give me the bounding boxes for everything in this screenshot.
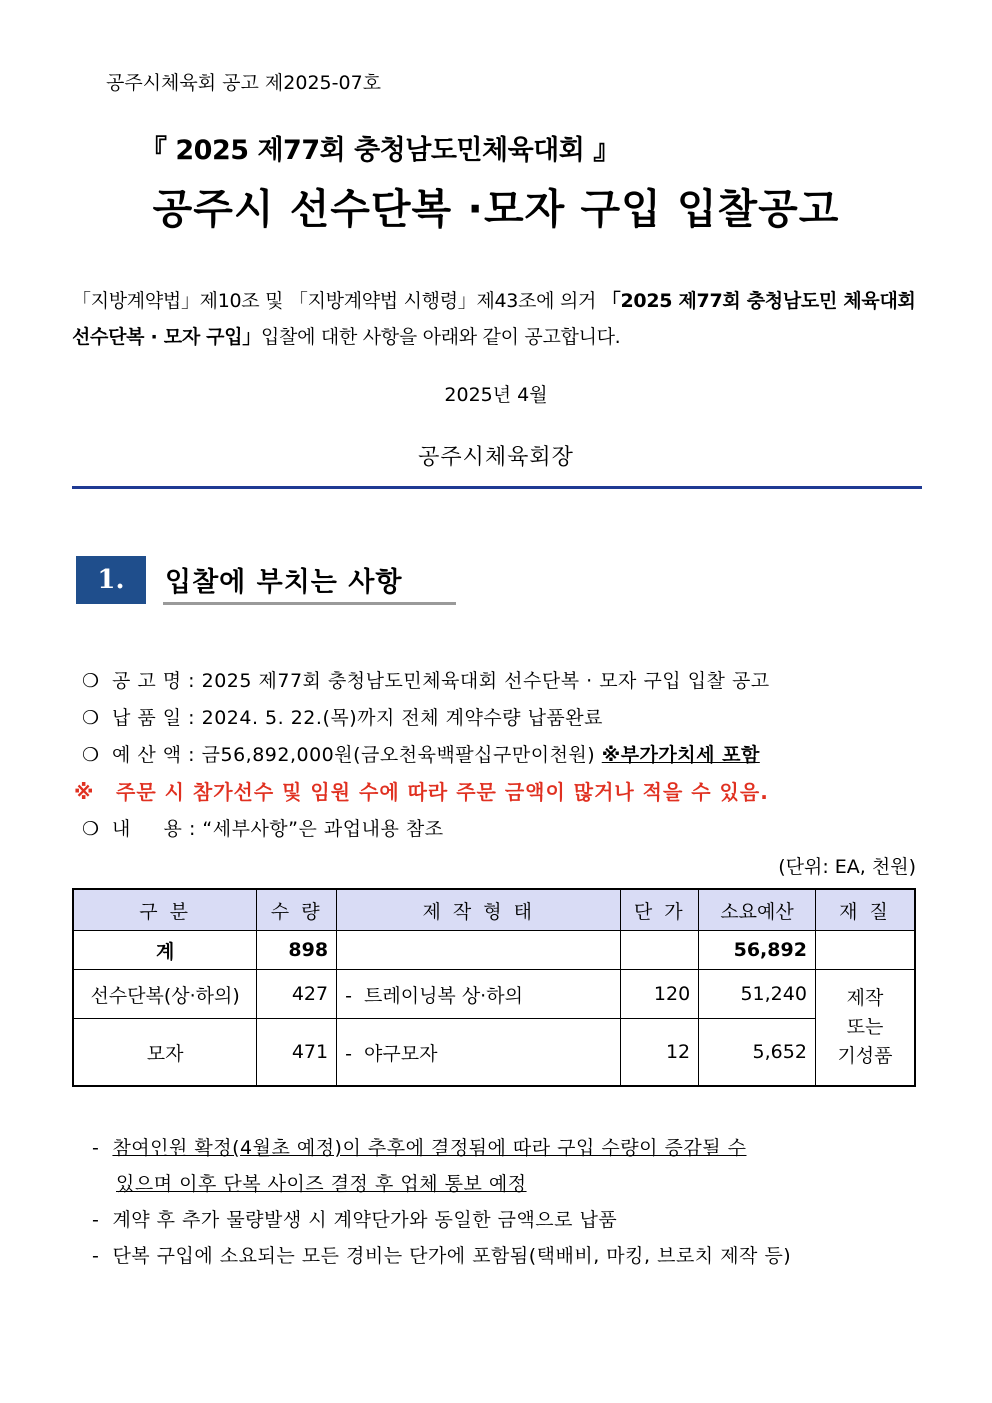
circle-bullet-icon: ❍ — [82, 818, 100, 840]
section-number-badge: 1. — [76, 556, 146, 604]
header-form: 제 작 형 태 — [337, 889, 621, 931]
total-quantity: 898 — [257, 931, 337, 970]
table-row — [73, 1019, 915, 1087]
header-material: 재 질 — [815, 889, 915, 931]
unit-label: (단위: EA, 천원) — [778, 856, 916, 878]
reference-mark-icon: ※ — [74, 780, 95, 804]
row-category: 모자 — [73, 1019, 257, 1087]
circle-bullet-icon: ❍ — [82, 744, 100, 766]
issuer-name: 공주시체육회장 — [418, 445, 574, 470]
row-form: - 트레이닝복 상·하의 — [337, 970, 621, 1019]
intro-paragraph — [72, 283, 922, 355]
row-price: 120 — [621, 970, 699, 1019]
table-total-row — [73, 931, 915, 970]
bullet-text: 납 품 일 : 2024. 5. 22.(목)까지 전체 계약수량 납품완료 — [112, 707, 603, 729]
total-label: 계 — [73, 931, 257, 970]
intro-bold-title: 「2025 제77회 충청남도민 체육대회 선수단복 · 모자 구입」 — [72, 290, 916, 348]
header-budget: 소요예산 — [699, 889, 816, 931]
budget-table — [72, 888, 916, 1087]
note-text: 있으며 이후 단복 사이즈 결정 후 업체 통보 예정 — [116, 1173, 527, 1195]
bullet-text: 공 고 명 : 2025 제77회 충청남도민체육대회 선수단복 · 모자 구입 입찰 공고 — [112, 670, 770, 692]
bullet-content — [82, 814, 444, 841]
row-quantity: 471 — [257, 1019, 337, 1087]
note-text: 계약 후 추가 물량발생 시 계약단가와 동일한 금액으로 납품 — [112, 1209, 618, 1231]
section-title: 입찰에 부치는 사항 — [165, 567, 403, 598]
notes-list — [92, 1130, 791, 1274]
header-quantity: 수 량 — [257, 889, 337, 931]
table-row — [73, 970, 915, 1019]
intro-text-2: 입찰에 대한 사항을 아래와 같이 공고합니다. — [261, 326, 621, 348]
intro-text-1: 「지방계약법」제10조 및 「지방계약법 시행령」제43조에 의거 — [72, 290, 602, 312]
circle-bullet-icon: ❍ — [82, 670, 100, 692]
row-price: 12 — [621, 1019, 699, 1087]
total-price-empty — [621, 931, 699, 970]
notice-number: 공주시체육회 공고 제2025-07호 — [106, 72, 382, 94]
total-budget: 56,892 — [699, 931, 816, 970]
note-item-continued — [92, 1166, 791, 1202]
note-item: - 참여인원 확정(4월초 예정)이 추후에 결정됨에 따라 구입 수량이 증감될 수 — [92, 1137, 747, 1159]
section-underline — [163, 602, 456, 605]
circle-bullet-icon: ❍ — [82, 707, 100, 729]
header-category: 구 분 — [73, 889, 257, 931]
warning-text: 주문 시 참가선수 및 임원 수에 따라 주문 금액이 많거나 적을 수 있음. — [116, 780, 769, 804]
event-subtitle: 『 2025 제77회 충청남도민체육대회 』 — [140, 135, 620, 166]
material-cell: 제작 또는 기성품 — [815, 970, 915, 1087]
total-form-empty — [337, 931, 621, 970]
row-budget: 51,240 — [699, 970, 816, 1019]
table-header-row — [73, 889, 915, 931]
page-title: 공주시 선수단복 ·모자 구입 입찰공고 — [152, 185, 840, 233]
row-quantity: 427 — [257, 970, 337, 1019]
bullet-notice-name — [82, 666, 770, 693]
note-item: - 계약 후 추가 물량발생 시 계약단가와 동일한 금액으로 납품 — [92, 1209, 618, 1231]
note-text: 단복 구입에 소요되는 모든 경비는 단가에 포함됨(택배비, 마킹, 브로치 제작 등) — [112, 1245, 792, 1267]
vat-note: ※부가가치세 포함 — [601, 744, 760, 766]
bullet-text: 내 용 : “세부사항”은 과업내용 참조 — [112, 818, 444, 840]
note-item: - 단복 구입에 소요되는 모든 경비는 단가에 포함됨(택배비, 마킹, 브로치 제작 등) — [92, 1245, 792, 1267]
row-category: 선수단복(상·하의) — [73, 970, 257, 1019]
notice-date: 2025년 4월 — [444, 384, 548, 406]
row-form: - 야구모자 — [337, 1019, 621, 1087]
total-material-empty — [815, 931, 915, 970]
note-text: 참여인원 확정(4월초 예정)이 추후에 결정됨에 따라 구입 수량이 증감될 수 — [112, 1137, 747, 1159]
divider-rule — [72, 486, 922, 489]
order-warning — [74, 776, 769, 805]
bullet-budget — [82, 740, 760, 767]
bullet-text: 예 산 액 : 금56,892,000원(금오천육백팔십구만이천원) — [112, 744, 602, 766]
bullet-delivery-date — [82, 703, 603, 730]
row-budget: 5,652 — [699, 1019, 816, 1087]
header-unit-price: 단 가 — [621, 889, 699, 931]
